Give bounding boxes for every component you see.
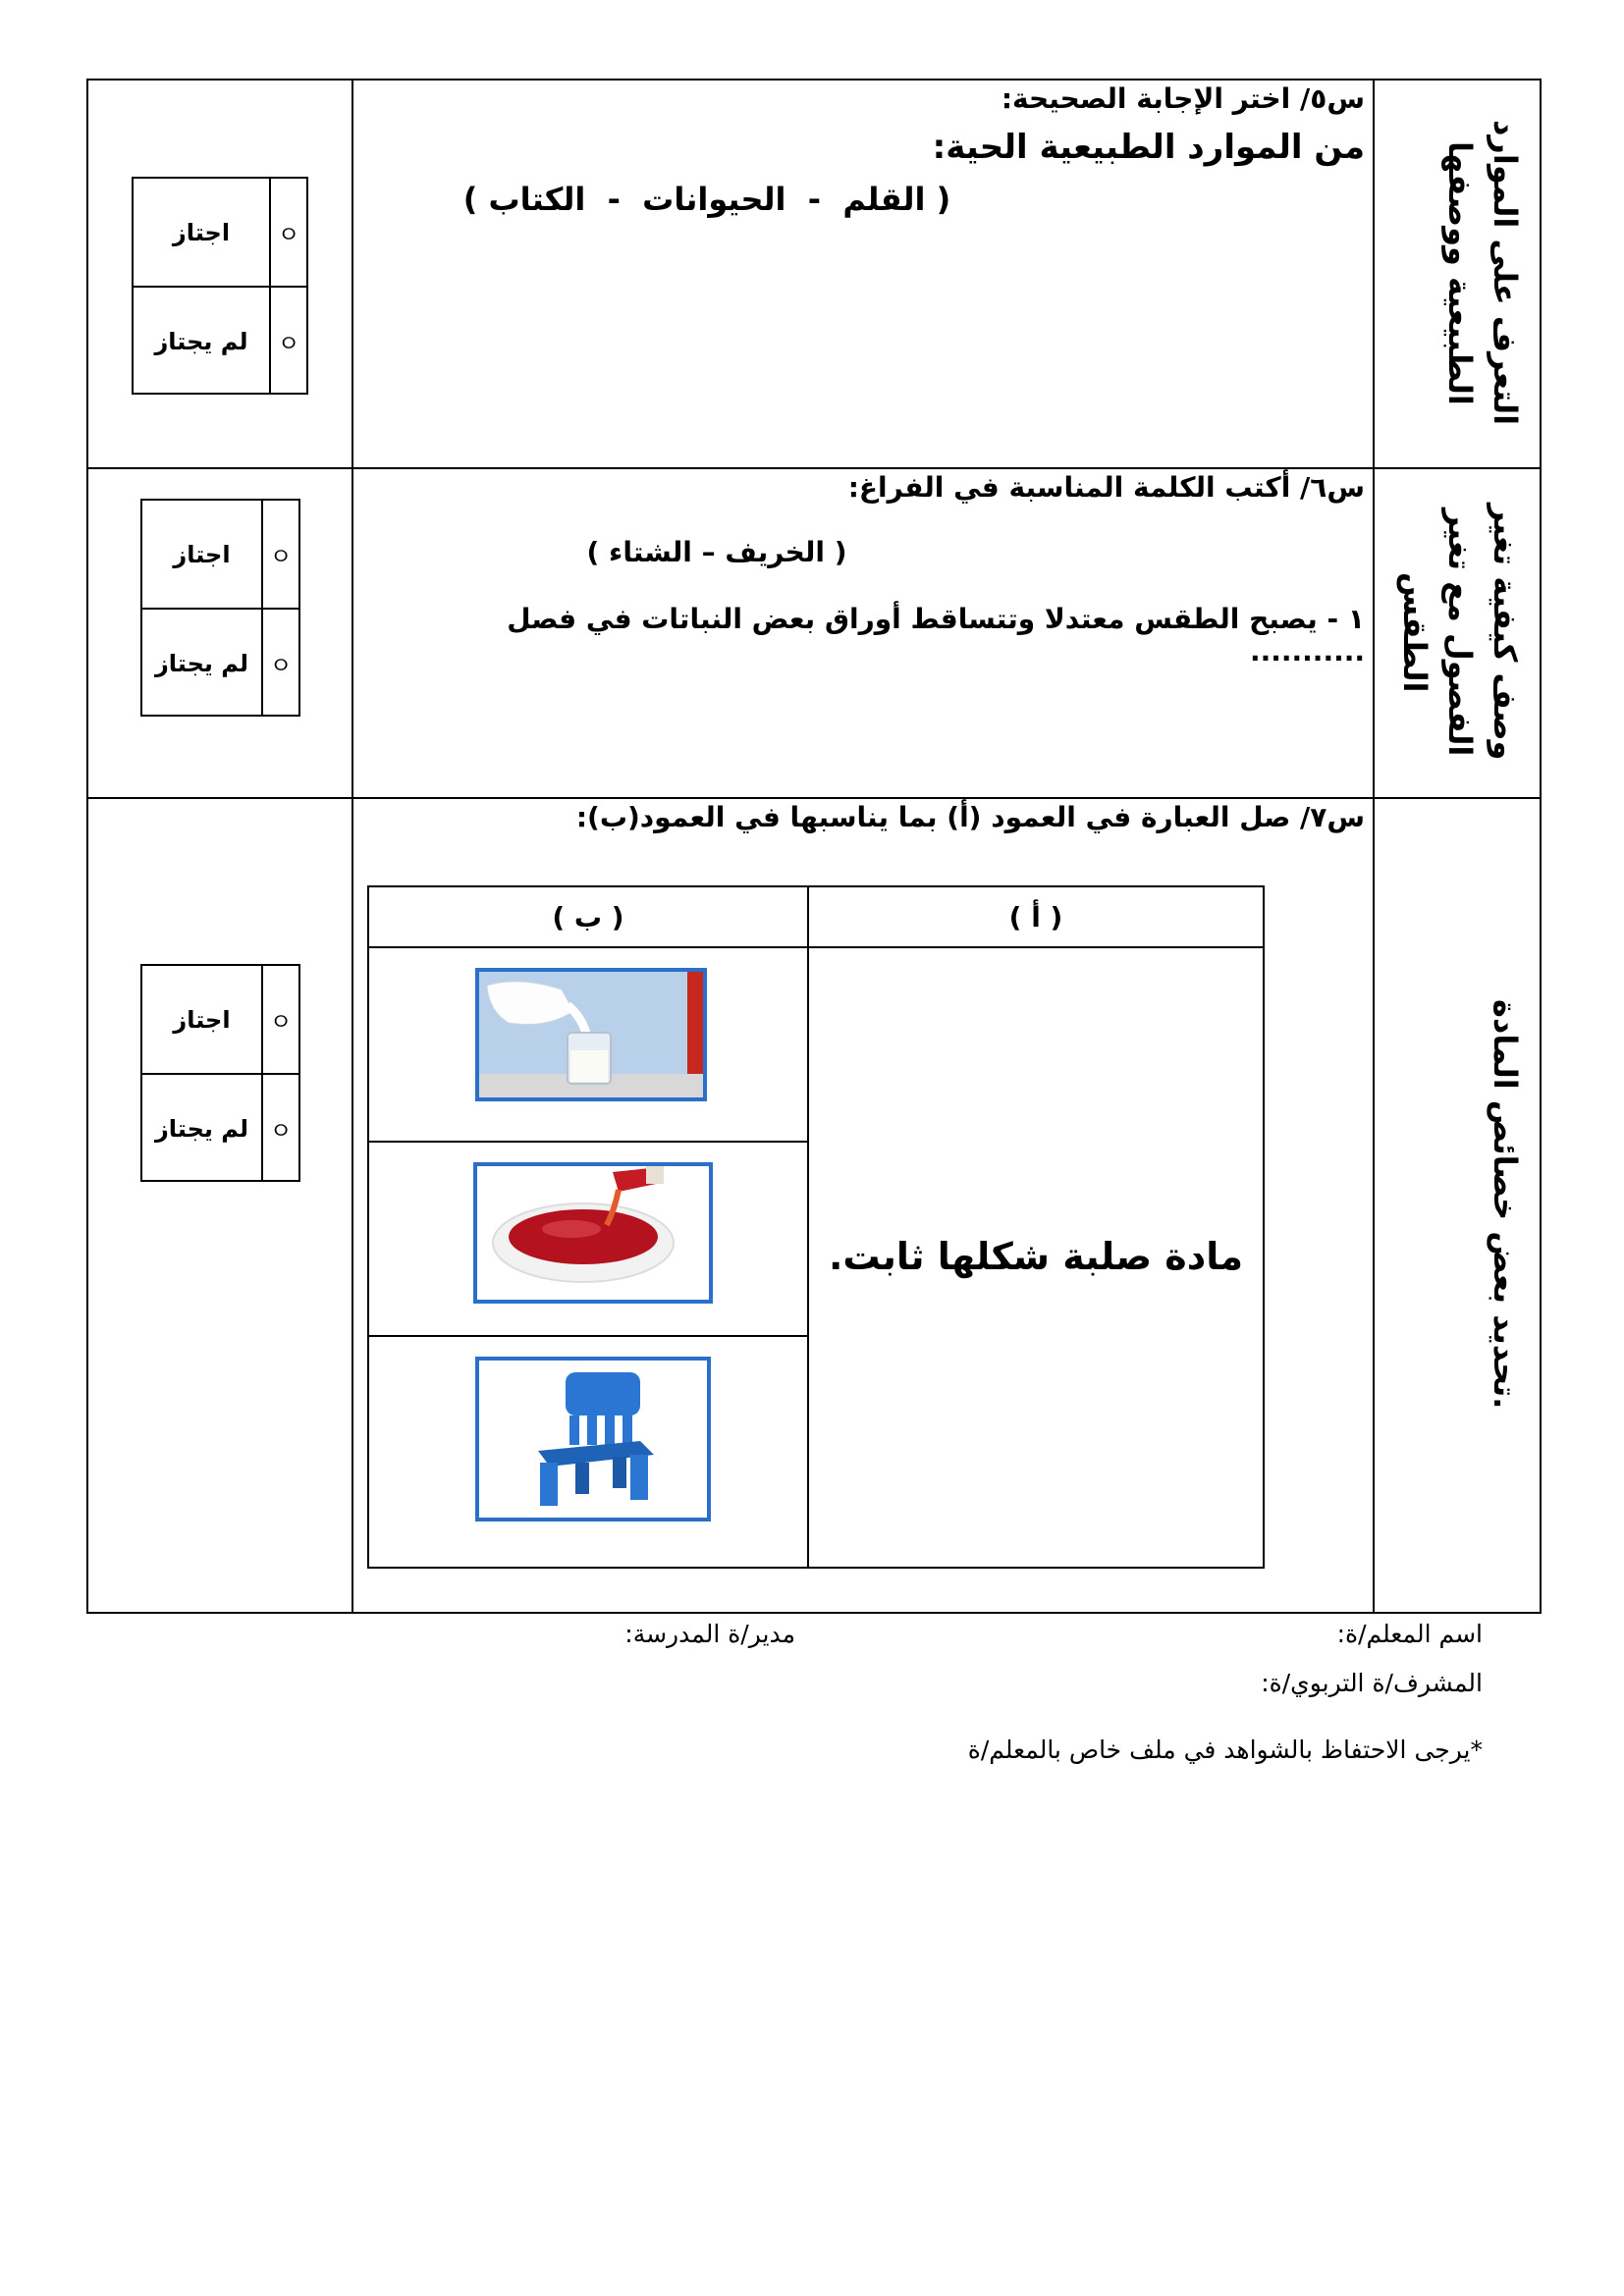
- table-row-divider-1: [86, 467, 1542, 469]
- milk-pouring-icon: [479, 972, 703, 1097]
- eval-pass-row[interactable]: [142, 501, 298, 610]
- teacher-name-label: اسم المعلم/ة:: [1336, 1620, 1483, 1648]
- eval-pass-row[interactable]: [142, 966, 298, 1075]
- pass-label: اجتاز: [172, 218, 231, 246]
- eval-pass-row[interactable]: [134, 179, 306, 288]
- ketchup-bowl-icon: [477, 1166, 709, 1300]
- row1-eval-box: [132, 177, 308, 395]
- principal-name-label: مدير/ة المدرسة:: [624, 1620, 795, 1648]
- table-row-divider-2: [86, 797, 1542, 799]
- row3-eval-box: [140, 964, 300, 1182]
- pass-checkbox[interactable]: ㅇ: [269, 179, 306, 286]
- row1-side-label: التعرف على الموارد الطبيعية ووصفها: [1441, 120, 1524, 426]
- match-row-divider-2: [369, 1335, 807, 1337]
- evidence-note: *يرجى الاحتفاظ بالشواهد في ملف خاص بالمعلم/ة: [967, 1735, 1483, 1764]
- col-a-header: ( أ ): [1008, 900, 1063, 934]
- pass-checkbox[interactable]: ㅇ: [261, 501, 298, 608]
- table-border-left: [86, 79, 88, 1614]
- pass-label: اجتاز: [173, 540, 231, 568]
- col-b-header: ( ب ): [552, 900, 624, 934]
- col-a-statement: مادة صلبة شكلها ثابت.: [829, 1235, 1244, 1278]
- q5-prompt: من الموارد الطبيعية الحية:: [932, 128, 1365, 167]
- q7-title: س٧/ صل العبارة في العمود (أ) بما يناسبها في العمود(ب):: [575, 801, 1365, 833]
- fail-label: لم يجتاز: [154, 1114, 249, 1143]
- matching-table: [367, 885, 1265, 1569]
- table-border-top: [86, 79, 1542, 80]
- table-border-right: [1540, 79, 1542, 1614]
- table-col-divider-2: [1373, 79, 1375, 1614]
- fail-label: لم يجتاز: [154, 327, 248, 355]
- supervisor-name-label: المشرف/ة التربوي/ة:: [1261, 1669, 1483, 1697]
- q6-title: س٦/ أكتب الكلمة المناسبة في الفراغ:: [847, 471, 1365, 504]
- pass-label: اجتاز: [173, 1005, 231, 1034]
- row3-side-label: تحديد بعض خصائص المادة.: [1487, 999, 1524, 1410]
- milk-image[interactable]: [475, 968, 707, 1101]
- match-row-divider-1: [369, 1141, 807, 1143]
- q6-sentence: ١ - يصبح الطقس معتدلا وتتساقط أوراق بعض النباتات في فصل ...........: [507, 603, 1365, 667]
- q6-choices: ( الخريف – الشتاء ): [586, 536, 847, 568]
- row2-side-label: وصف كيفية تغير الفصول مع تغير الطقس: [1396, 504, 1524, 761]
- eval-fail-row[interactable]: [134, 288, 306, 395]
- table-col-divider-1: [352, 79, 353, 1614]
- table-border-bottom: [86, 1612, 1542, 1614]
- eval-fail-row[interactable]: [142, 610, 298, 717]
- blue-chair-icon: [479, 1361, 707, 1518]
- fail-checkbox[interactable]: ㅇ: [261, 1075, 298, 1182]
- q5-choices: ( القلم - الحيوانات - الكتاب ): [462, 181, 951, 218]
- fail-label: لم يجتاز: [154, 649, 249, 677]
- chair-image[interactable]: [475, 1357, 711, 1522]
- row2-eval-box: [140, 499, 300, 717]
- fail-checkbox[interactable]: ㅇ: [269, 288, 306, 395]
- q5-title: س٥/ اختر الإجابة الصحيحة:: [1001, 82, 1365, 115]
- eval-fail-row[interactable]: [142, 1075, 298, 1182]
- fail-checkbox[interactable]: ㅇ: [261, 610, 298, 717]
- pass-checkbox[interactable]: ㅇ: [261, 966, 298, 1073]
- ketchup-image[interactable]: [473, 1162, 713, 1304]
